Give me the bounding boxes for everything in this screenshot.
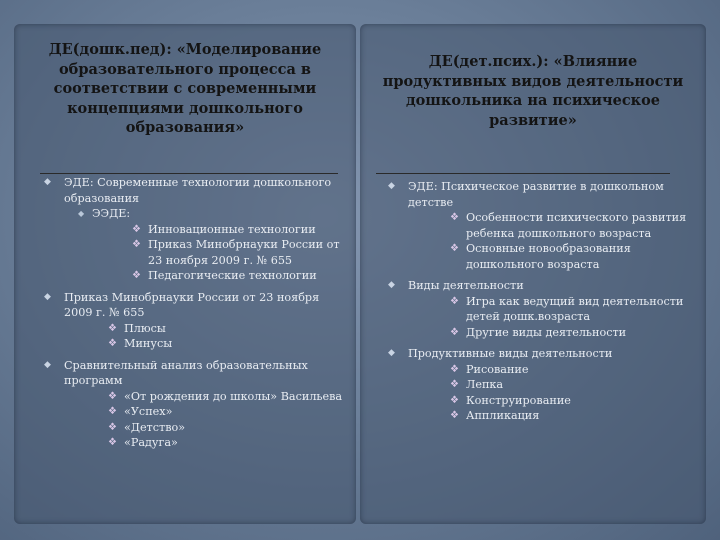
list-item-text: Другие виды деятельности <box>466 325 627 339</box>
diamond-bullet-icon: ❖ <box>132 270 141 281</box>
right-title-divider <box>376 173 670 174</box>
list-item <box>30 290 346 352</box>
diamond-bullet-icon: ❖ <box>450 326 459 338</box>
list-item-text: Лепка <box>466 378 504 391</box>
diamond-bullet-icon: ❖ <box>450 243 459 254</box>
list-item-text: Инновационные технологии <box>148 222 316 236</box>
list-item-text: ЭДЕ: Психическое развитие в дошкольном детстве <box>408 180 664 209</box>
bullet-icon: ◆ <box>78 209 85 218</box>
diamond-bullet-icon: ❖ <box>450 410 459 421</box>
nested-list <box>408 294 694 341</box>
nested-list <box>64 321 346 352</box>
nested-list <box>64 206 346 284</box>
nested-list <box>408 362 694 424</box>
list-item-text: Игра как ведущий вид деятельности детей дошк.возраста <box>466 294 684 323</box>
list-item <box>64 206 346 284</box>
list-item <box>92 237 346 268</box>
right-bullet-list <box>374 179 694 430</box>
diamond-bullet-icon: ❖ <box>450 295 459 307</box>
list-item-text: Рисование <box>466 362 529 376</box>
list-item-text: Плюсы <box>124 321 166 335</box>
list-item-text: Основные новообразования дошкольного возраста <box>466 242 631 271</box>
list-item <box>408 241 694 272</box>
bullet-icon: ◆ <box>44 359 51 370</box>
diamond-bullet-icon: ❖ <box>450 379 459 390</box>
diamond-bullet-icon: ❖ <box>132 239 141 250</box>
diamond-bullet-icon: ❖ <box>450 363 459 375</box>
bullet-icon: ◆ <box>44 177 51 187</box>
bullet-icon: ◆ <box>388 181 395 191</box>
list-item <box>374 278 694 340</box>
list-item <box>64 420 346 436</box>
left-bullet-list <box>30 175 346 457</box>
right-panel-title: ДЕ(дет.псих.): «Влияние продуктивных видов деятельности дошкольника на психическое развитие» <box>382 53 684 129</box>
diamond-bullet-icon: ❖ <box>108 322 117 334</box>
list-item-text: «От рождения до школы» Васильева <box>124 389 343 403</box>
diamond-bullet-icon: ❖ <box>132 223 141 235</box>
list-item-text: Приказ Минобрнауки России от 23 ноября 2009 г. № 655 <box>64 290 320 319</box>
list-item <box>64 389 346 405</box>
list-item-text: ЭЭДЕ: <box>92 207 131 220</box>
bullet-icon: ◆ <box>44 291 51 302</box>
list-item-text: «Успех» <box>124 405 173 418</box>
list-item-text: Минусы <box>124 337 173 350</box>
bullet-icon: ◆ <box>388 348 395 358</box>
nested-list <box>64 389 346 451</box>
diamond-bullet-icon: ❖ <box>108 390 117 402</box>
diamond-bullet-icon: ❖ <box>108 421 117 433</box>
list-item <box>374 179 694 272</box>
list-item <box>64 404 346 420</box>
nested-list <box>92 222 346 284</box>
list-item-text: «Детство» <box>124 420 186 434</box>
list-item <box>64 321 346 337</box>
list-item-text: Педагогические технологии <box>148 269 317 282</box>
diamond-bullet-icon: ❖ <box>108 437 117 448</box>
list-item-text: Особенности психического развития ребенка дошкольного возраста <box>466 211 687 240</box>
list-item <box>408 393 694 409</box>
list-item <box>408 377 694 393</box>
left-panel-title: ДЕ(дошк.пед): «Моделирование образовательного процесса в соответствии с современными концепциями дошкольного образования» <box>48 41 322 136</box>
list-item-text: «Радуга» <box>124 436 178 449</box>
list-item <box>30 175 346 284</box>
list-item <box>92 222 346 238</box>
list-item-text: Виды деятельности <box>408 279 524 292</box>
list-item <box>408 210 694 241</box>
list-item <box>30 358 346 451</box>
list-item <box>374 346 694 424</box>
diamond-bullet-icon: ❖ <box>108 338 117 349</box>
list-item-text: Приказ Минобрнауки России от 23 ноября 2009 г. № 655 <box>148 238 340 267</box>
list-item <box>64 435 346 451</box>
left-title-divider <box>40 173 338 174</box>
diamond-bullet-icon: ❖ <box>450 212 459 223</box>
list-item-text: ЭДЕ: Современные технологии дошкольного образования <box>64 176 332 205</box>
nested-list <box>408 210 694 272</box>
list-item-text: Аппликация <box>466 409 540 422</box>
diamond-bullet-icon: ❖ <box>108 406 117 417</box>
list-item <box>408 294 694 325</box>
list-item <box>64 336 346 352</box>
list-item-text: Сравнительный анализ образовательных программ <box>64 358 308 387</box>
left-panel <box>14 24 356 524</box>
list-item <box>408 408 694 424</box>
diamond-bullet-icon: ❖ <box>450 394 459 406</box>
list-item-text: Продуктивные виды деятельности <box>408 347 613 360</box>
right-panel <box>360 24 706 524</box>
list-item <box>92 268 346 284</box>
list-item <box>408 325 694 341</box>
list-item <box>408 362 694 378</box>
bullet-icon: ◆ <box>388 280 395 290</box>
list-item-text: Конструирование <box>466 393 571 407</box>
